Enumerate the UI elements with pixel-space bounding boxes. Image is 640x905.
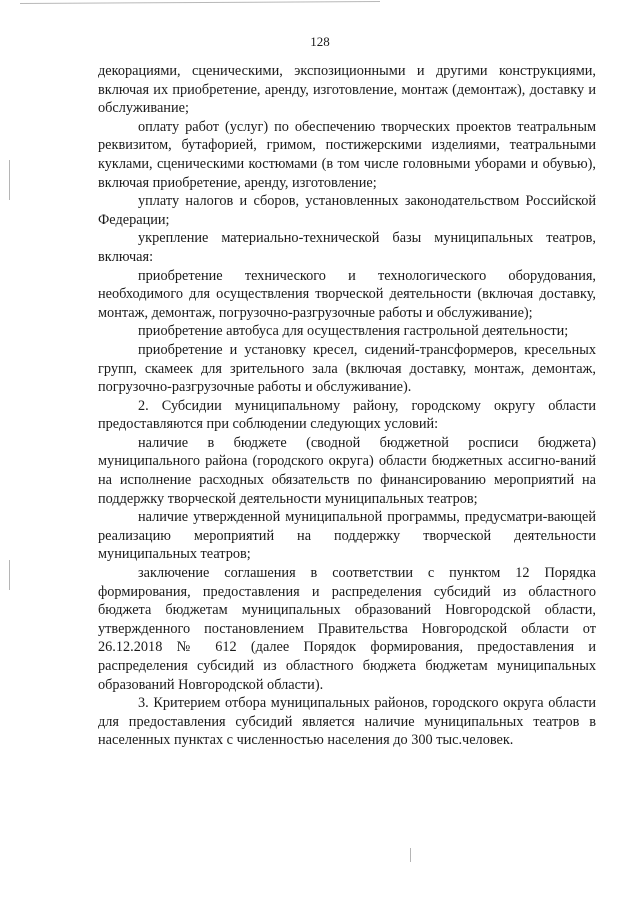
paragraph: укрепление материально-технической базы муниципальных театров, включая:	[98, 230, 596, 265]
paragraph: наличие утвержденной муниципальной программы, предусматри-вающей реализацию мероприятий на поддержку творческой деятельности муниципальных театров;	[98, 509, 596, 563]
paragraph: приобретение технического и технологического оборудования, необходимого для осуществления творческой деятельности (включая доставку, монтаж, демонтаж, погрузочно-разгрузочные работы и обслуживание);	[98, 267, 596, 321]
paragraph: оплату работ (услуг) по обеспечению творческих проектов театральным реквизитом, бутафорией, гримом, постижерскими изделиями, театральными куклами, сценическими костюмами (в том числе головными уборами и обувью), включая приобретение, аренду, изготовление;	[98, 118, 596, 191]
paragraph: декорациями, сценическими, экспозиционными и другими конструкциями, включая их приобретение, аренду, изготовление, монтаж (демонтаж), доставку и обслуживание;	[98, 63, 596, 117]
paragraph: заключение соглашения в соответствии с пунктом 12 Порядка формирования, предоставления и распределения субсидий из областного бюджета бюджетам муниципальных образований Новгородской области, утвержденного постановлением Правительства Новгородской области от 26.12.2018 № 612 (далее Порядок формирования, предоставления и распределения субсидий из областного бюджета бюджетам муниципальных образований Новгородской области).	[98, 565, 596, 693]
paragraph: 2. Субсидии муниципальному району, городскому округу области предоставляются при соблюдении следующих условий:	[98, 397, 596, 433]
paragraph: приобретение и установку кресел, сидений-трансформеров, кресельных групп, скамеек для зрительного зала (включая доставку, монтаж, демонтаж, погрузочно-разгрузочные работы и обслуживание).	[98, 341, 596, 396]
scan-margin-mark	[410, 848, 411, 862]
scan-margin-mark	[9, 560, 10, 590]
document-body	[98, 62, 596, 750]
paragraph: 3. Критерием отбора муниципальных районов, городского округа области для предоставления субсидий является наличие муниципальных театров в населенных пунктах с численностью населения до 300 тыс.человек.	[98, 695, 596, 749]
scan-margin-mark	[9, 160, 10, 200]
paragraph: уплату налогов и сборов, установленных законодательством Российской Федерации;	[98, 193, 596, 228]
paragraph: приобретение автобуса для осуществления гастрольной деятельности;	[138, 323, 569, 340]
page-number: 128	[310, 34, 330, 49]
paragraph: наличие в бюджете (сводной бюджетной росписи бюджета) муниципального района (городского округа) области бюджетных ассигно-ваний на исполнение расходных обязательств по финансированию мероприятий на поддержку творческой деятельности муниципальных театров;	[98, 434, 596, 507]
scan-artifact-line	[20, 1, 380, 4]
